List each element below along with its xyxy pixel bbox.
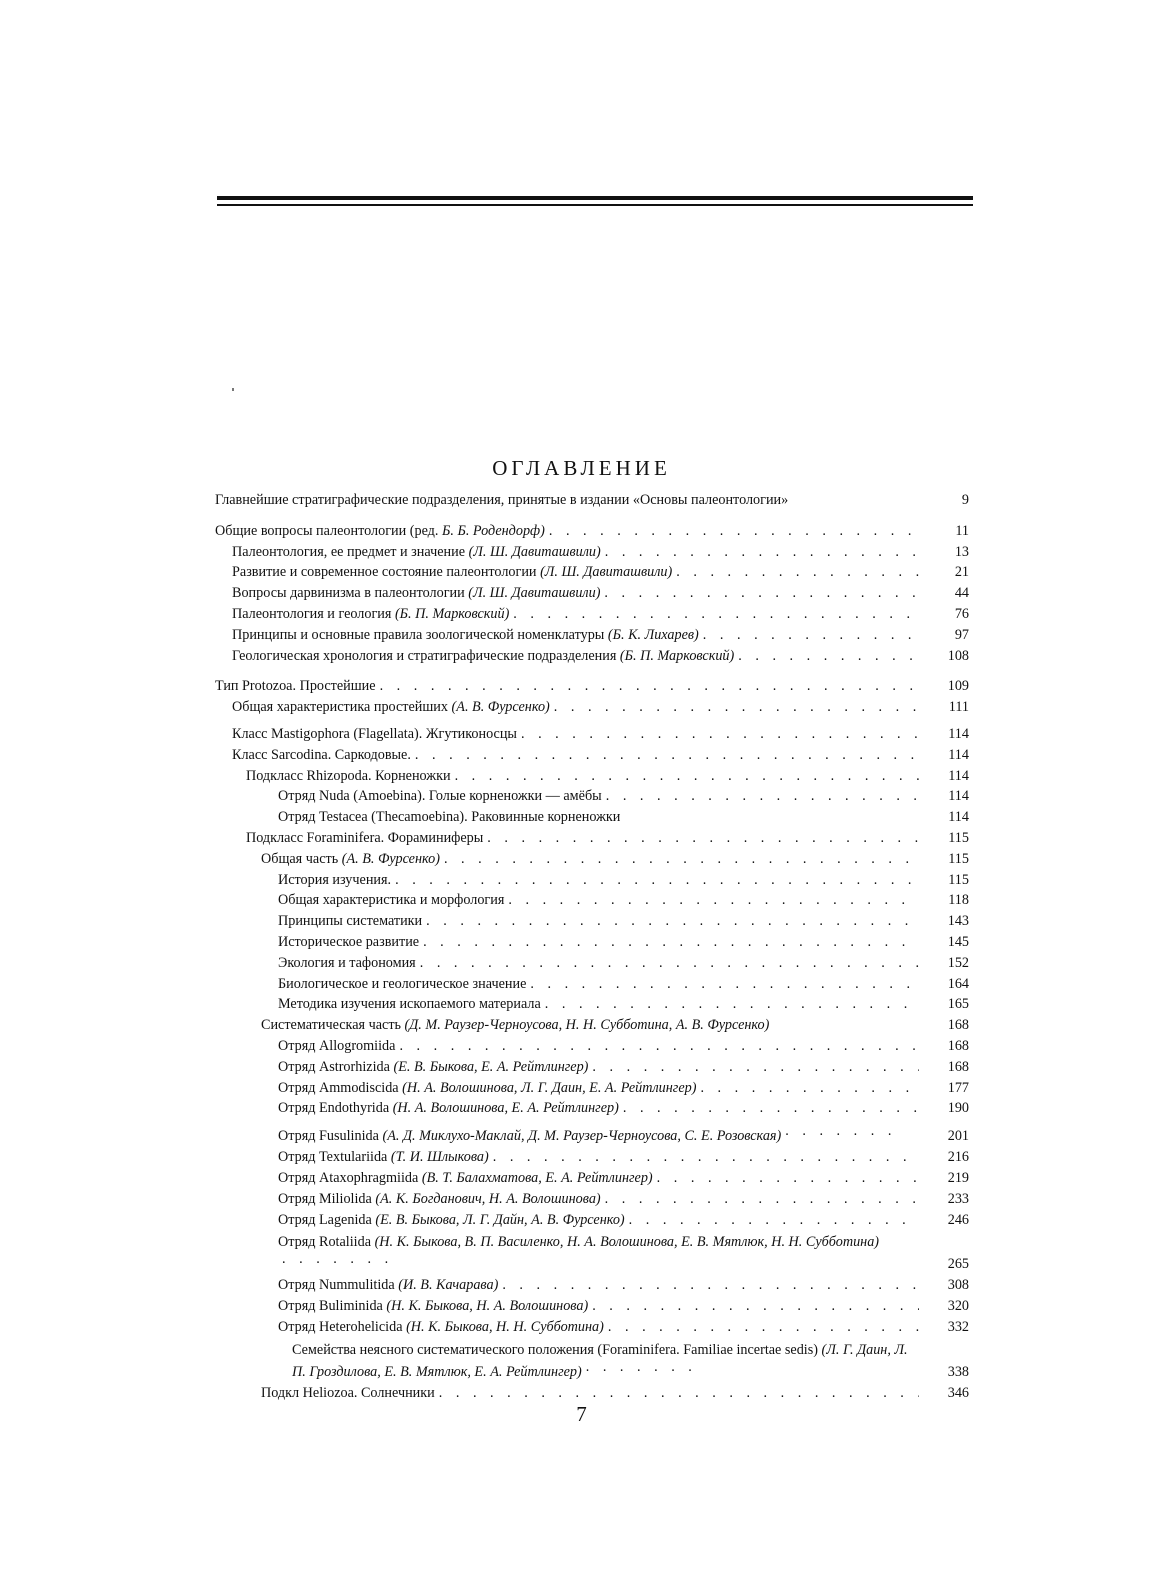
toc-entry — [215, 1342, 975, 1381]
leader-dots — [604, 583, 919, 604]
toc-entry-line — [278, 932, 923, 953]
toc-entry-title: Систематическая часть — [261, 1017, 401, 1034]
leader-dots — [521, 724, 919, 745]
toc-entry — [215, 994, 975, 1015]
toc-entry-author: (Б. П. Марковский) — [619, 647, 735, 664]
toc-entry-text — [232, 646, 734, 667]
leader-dots — [608, 1317, 919, 1338]
toc-entry-title: Тип Protozoa. Простейшие — [215, 678, 376, 695]
leader-dots — [415, 745, 919, 766]
leader-dots — [395, 870, 919, 891]
toc-entry-title: Отряд Heterohelicida — [278, 1318, 403, 1335]
toc-page-number: 233 — [947, 1190, 969, 1207]
toc-entry-title: Биологическое и геологическое значение — [278, 975, 527, 992]
toc-entry-author: (Л. Ш. Давиташвили) — [468, 585, 601, 602]
toc-page-number: 201 — [947, 1128, 969, 1145]
toc-entry-line — [278, 786, 923, 807]
toc-entry-line — [232, 697, 923, 718]
toc-entry-text — [278, 870, 391, 891]
toc-entry — [215, 1189, 975, 1210]
toc-entry-text — [278, 1234, 879, 1250]
toc-entry — [215, 870, 975, 891]
leader-dots — [605, 542, 919, 563]
toc-page-number: 145 — [947, 933, 969, 950]
top-rule-thin — [217, 204, 973, 206]
leader-dots — [554, 697, 919, 718]
toc-entry-text — [278, 1128, 781, 1144]
toc-page-number: 109 — [947, 678, 969, 695]
toc-entry — [215, 1317, 975, 1338]
toc-entry-line — [292, 1342, 923, 1381]
toc-page-number: 115 — [948, 871, 969, 888]
toc-entry-line — [232, 724, 923, 745]
leader-dots — [455, 766, 919, 787]
leader-dots — [282, 1251, 402, 1268]
toc-entry-title: Подкласс Foraminifera. Фораминиферы — [246, 829, 484, 846]
toc-entry-author: (Л. Ш. Давиташвили) — [468, 543, 601, 560]
toc-entry — [215, 974, 975, 995]
toc-entry-text — [215, 676, 376, 697]
toc-entry-line — [278, 1168, 923, 1189]
toc-entry-text — [261, 1383, 435, 1404]
toc-entry-line — [278, 1098, 923, 1119]
toc-entry — [215, 1383, 975, 1404]
toc-entry-title: Общая часть — [261, 850, 339, 867]
toc-entry — [215, 786, 975, 807]
toc-entry-text — [278, 911, 422, 932]
toc-entry-text — [215, 490, 788, 511]
leader-dots — [549, 521, 919, 542]
toc-entry-line — [232, 542, 923, 563]
toc-page-number: 308 — [947, 1277, 969, 1294]
toc-entry-title: Принципы и основные правила зоологической номенклатуры — [232, 626, 605, 643]
toc-entry — [215, 542, 975, 563]
toc-entry-author: (Л. Г. Даин, Л. П. Гроздилова, Е. В. Мятлюк, Е. А. Рейтлингер) — [292, 1341, 908, 1380]
toc-entry-author: Б. Б. Родендорф) — [442, 522, 545, 539]
toc-entry-line — [278, 1189, 923, 1210]
leader-dots — [657, 1168, 919, 1189]
toc-page-number: 177 — [947, 1079, 969, 1096]
toc-page-number: 11 — [955, 522, 969, 539]
toc-page-number: 219 — [947, 1169, 969, 1186]
toc-entry-line — [278, 911, 923, 932]
toc-entry-line — [278, 807, 923, 828]
toc-entry-title: Историческое развитие — [278, 933, 420, 950]
toc-entry-author: (И. В. Качарава) — [398, 1277, 499, 1294]
toc-entry — [215, 1015, 975, 1036]
toc-entry-title: Вопросы дарвинизма в палеонтологии — [232, 585, 465, 602]
toc-entry-title: Общие вопросы палеонтологии (ред. — [215, 522, 439, 539]
toc-entry-title: Палеонтология и геология — [232, 605, 392, 622]
leader-dots — [502, 1275, 919, 1296]
toc-entry-title: Класс Sarcodina. Саркодовые. — [232, 746, 411, 763]
toc-entry-author: (А. В. Фурсенко) — [341, 850, 440, 867]
toc-entry-line — [278, 1147, 923, 1168]
toc-entry — [215, 1078, 975, 1099]
toc-page-number: 168 — [947, 1058, 969, 1075]
toc-entry-title: Отряд Textulariida — [278, 1149, 388, 1166]
toc-entry-text — [232, 745, 411, 766]
leader-dots — [399, 1036, 919, 1057]
toc-entry-text — [278, 1296, 588, 1317]
leader-dots — [676, 562, 919, 583]
toc-entry-line — [278, 870, 923, 891]
toc-entry-line — [261, 1015, 923, 1036]
toc-entry — [215, 646, 975, 667]
toc-entry-line — [278, 953, 923, 974]
toc-entry-line — [278, 1275, 923, 1296]
toc-entry — [215, 1210, 975, 1231]
toc-page-number: 13 — [954, 543, 969, 560]
leader-dots — [592, 1296, 919, 1317]
leader-dots — [545, 994, 919, 1015]
toc-page-number: 346 — [947, 1384, 969, 1401]
toc-page-number: 76 — [954, 605, 969, 622]
toc-page-number: 114 — [948, 746, 969, 763]
toc-entry-text — [278, 1057, 588, 1078]
toc-entry-text — [278, 807, 620, 828]
toc-entry — [215, 521, 975, 542]
toc-page-number: 114 — [948, 788, 969, 805]
toc-entry — [215, 766, 975, 787]
toc-entry — [215, 1057, 975, 1078]
leader-dots — [444, 849, 919, 870]
toc-entry-text — [261, 1015, 769, 1036]
toc-page-number: 115 — [948, 829, 969, 846]
toc-entry — [215, 1168, 975, 1189]
toc-page-number: 118 — [948, 892, 969, 909]
toc-entry-text — [261, 849, 440, 870]
toc-entry-line — [215, 490, 923, 511]
toc-entry-author: (Н. А. Волошинова, Л. Г. Даин, Е. А. Рейтлингер) — [402, 1079, 697, 1096]
toc-page-number: 114 — [948, 767, 969, 784]
toc-entry-line — [232, 745, 923, 766]
toc-page-number: 97 — [954, 626, 969, 643]
toc-entry-text — [278, 1189, 601, 1210]
leader-dots — [423, 932, 919, 953]
leader-dots — [586, 1359, 706, 1376]
toc-entry-title: Отряд Testacea (Thecamoebina). Раковинные корненожки — [278, 809, 621, 826]
toc-entry-author: (Н. К. Быкова, В. П. Василенко, Н. А. Волошинова, Е. В. Мятлюк, Н. Н. Субботина) — [374, 1234, 880, 1251]
toc-entry-text — [278, 932, 419, 953]
leader-dots — [530, 974, 919, 995]
toc-entry-text — [232, 604, 509, 625]
toc-entry — [215, 1098, 975, 1119]
leader-dots — [785, 1123, 905, 1140]
toc-entry-title: Подкл Heliozoa. Солнечники — [261, 1384, 435, 1401]
toc-entry-text — [232, 583, 600, 604]
toc-entry-author: (Л. Ш. Давиташвили) — [540, 564, 673, 581]
toc-page-number: 108 — [947, 647, 969, 664]
toc-entry-text — [278, 1147, 489, 1168]
toc-entry-author: (Н. К. Быкова, Н. Н. Субботина) — [406, 1318, 604, 1335]
toc-page-number: 164 — [947, 975, 969, 992]
toc-entry — [215, 562, 975, 583]
toc-entry-text — [278, 1036, 395, 1057]
toc-entry-title: Отряд Buliminida — [278, 1298, 383, 1315]
toc-page-number: 115 — [948, 850, 969, 867]
toc-entry-title: Отряд Lagenida — [278, 1211, 372, 1228]
toc-entry-author: (В. Т. Балахматова, Е. А. Рейтлингер) — [421, 1169, 653, 1186]
toc-entry — [215, 724, 975, 745]
toc-entry-text — [278, 994, 541, 1015]
leader-dots — [605, 1189, 919, 1210]
toc-entry-text — [246, 828, 483, 849]
leader-dots — [606, 786, 919, 807]
toc-entry-line — [232, 625, 923, 646]
toc-entry-title: Семейства неясного систематического положения (Foraminifera. Familiae incertae sedis) — [292, 1341, 818, 1358]
toc-entry-title: Методика изучения ископаемого материала — [278, 996, 541, 1013]
toc-entry-title: Отряд Allogromiida — [278, 1037, 396, 1054]
toc-entry — [215, 849, 975, 870]
toc-entry-title: Принципы систематики — [278, 913, 423, 930]
toc-entry-line — [261, 1383, 923, 1404]
toc-entry-author: (А. К. Богданович, Н. А. Волошинова) — [375, 1190, 601, 1207]
toc-entry — [215, 911, 975, 932]
toc-entry-title: Общая характеристика и морфология — [278, 892, 505, 909]
toc-entry — [215, 890, 975, 911]
toc-page-number: 165 — [947, 996, 969, 1013]
toc-entry-text — [278, 1078, 696, 1099]
toc-page-number: 190 — [947, 1100, 969, 1117]
toc-entry-title: Геологическая хронология и стратиграфические подразделения — [232, 647, 617, 664]
toc-page-number: 143 — [947, 913, 969, 930]
toc-entry-text — [278, 890, 504, 911]
leader-dots — [738, 646, 919, 667]
toc-entry — [215, 604, 975, 625]
toc-entry-title: История изучения. — [278, 871, 392, 888]
toc-entry — [215, 490, 975, 511]
toc-page-number: 246 — [947, 1211, 969, 1228]
toc-entry-text — [215, 521, 545, 542]
toc-entry — [215, 745, 975, 766]
toc-page-number: 114 — [948, 809, 969, 826]
toc-entry-line — [278, 1210, 923, 1231]
toc-entry-author: (Т. И. Шлыкова) — [390, 1149, 489, 1166]
toc-entry-text — [278, 1098, 619, 1119]
toc-entry — [215, 697, 975, 718]
toc-entry — [215, 807, 975, 828]
top-rule-thick — [217, 196, 973, 200]
leader-dots — [513, 604, 919, 625]
leader-dots — [487, 828, 919, 849]
toc-entry-line — [278, 890, 923, 911]
toc-entry — [215, 828, 975, 849]
leader-dots — [623, 1098, 919, 1119]
toc-entry-line — [232, 646, 923, 667]
toc-entry-line — [278, 1296, 923, 1317]
toc-entry-text — [232, 697, 550, 718]
toc-entry-text — [246, 766, 451, 787]
toc-entry-title: Подкласс Rhizopoda. Корненожки — [246, 767, 451, 784]
toc-entry — [215, 1036, 975, 1057]
toc-entry-title: Палеонтология, ее предмет и значение — [232, 543, 466, 560]
toc-entry-author: (Н. К. Быкова, Н. А. Волошинова) — [386, 1298, 589, 1315]
leader-dots — [493, 1147, 919, 1168]
toc-entry — [215, 583, 975, 604]
toc-entry-text — [278, 1275, 498, 1296]
scan-speck — [232, 388, 234, 391]
toc-page-number: 44 — [954, 585, 969, 602]
toc-entry-title: Развитие и современное состояние палеонтологии — [232, 564, 537, 581]
toc-entry-title: Отряд Nuda (Amoebina). Голые корненожки — амёбы — [278, 788, 602, 805]
toc-entry-text — [278, 1168, 653, 1189]
toc-entry-title: Отряд Endothyrida — [278, 1100, 390, 1117]
toc-entry — [215, 1275, 975, 1296]
toc-entry-line — [232, 562, 923, 583]
toc-entry-title: Главнейшие стратиграфические подразделения, принятые в издании «Основы палеонтологии» — [215, 492, 789, 508]
toc-entry-author: (Б. К. Лихарев) — [607, 626, 699, 643]
toc-entry-text — [278, 953, 416, 974]
toc-page-number: 320 — [947, 1298, 969, 1315]
toc-entry-line — [278, 994, 923, 1015]
leader-dots — [592, 1057, 919, 1078]
leader-dots — [380, 676, 919, 697]
toc-entry — [215, 1123, 975, 1145]
toc-entry-line — [278, 974, 923, 995]
toc-entry-text — [232, 542, 601, 563]
toc-page-number: 9 — [961, 492, 969, 508]
toc-entry-title: Отряд Ataxophragmiida — [278, 1169, 419, 1186]
toc-entry — [215, 1234, 975, 1273]
toc-entry — [215, 1147, 975, 1168]
leader-dots — [629, 1210, 919, 1231]
leader-dots — [420, 953, 919, 974]
toc-page-number: 114 — [948, 725, 969, 742]
toc-entry-line — [278, 1036, 923, 1057]
leader-dots — [508, 890, 919, 911]
toc-entry-line — [215, 521, 923, 542]
toc-entry-text — [278, 1210, 625, 1231]
toc-page-number: 21 — [954, 564, 969, 581]
toc-page-number: 111 — [948, 699, 969, 716]
toc-entry-author: (Н. А. Волошинова, Е. А. Рейтлингер) — [392, 1100, 619, 1117]
toc-entry-title: Класс Mastigophora (Flagellata). Жгутиконосцы — [232, 725, 517, 742]
table-of-contents — [215, 490, 975, 1403]
leader-dots — [426, 911, 919, 932]
toc-entry-text — [232, 625, 699, 646]
toc-page-number: 265 — [947, 1256, 969, 1273]
toc-entry-line — [278, 1123, 923, 1145]
toc-entry — [215, 625, 975, 646]
toc-entry-text — [232, 724, 517, 745]
toc-entry-author: (Е. В. Быкова, Л. Г. Дайн, А. В. Фурсенко) — [375, 1211, 625, 1228]
toc-entry-title: Отряд Astrorhizida — [278, 1058, 390, 1075]
toc-entry-line — [261, 849, 923, 870]
toc-page-number: 332 — [947, 1318, 969, 1335]
toc-page-number: 168 — [947, 1017, 969, 1034]
toc-entry-title: Экология и тафономия — [278, 954, 416, 971]
toc-entry-line — [278, 1234, 923, 1273]
toc-entry-text — [278, 786, 602, 807]
toc-entry-title: Отряд Rotaliida — [278, 1234, 372, 1251]
toc-entry-text — [232, 562, 672, 583]
toc-entry-line — [278, 1057, 923, 1078]
toc-entry-title: Отряд Nummulitida — [278, 1277, 395, 1294]
toc-entry — [215, 1296, 975, 1317]
toc-entry-line — [246, 828, 923, 849]
page-number: 7 — [576, 1402, 587, 1426]
toc-entry-line — [215, 676, 923, 697]
toc-entry — [215, 676, 975, 697]
toc-page-number: 168 — [947, 1037, 969, 1054]
toc-entry-author: (Е. В. Быкова, Е. А. Рейтлингер) — [393, 1058, 589, 1075]
toc-entry-author: (А. Д. Миклухо-Маклай, Д. М. Раузер-Черноусова, С. Е. Розовская) — [382, 1128, 782, 1145]
toc-entry-line — [278, 1317, 923, 1338]
toc-page-number: 338 — [947, 1363, 969, 1380]
toc-entry-line — [232, 604, 923, 625]
toc-entry-title: Отряд Ammodiscida — [278, 1079, 399, 1096]
page-title: ОГЛАВЛЕНИЕ — [492, 456, 671, 480]
toc-entry — [215, 932, 975, 953]
toc-entry-title: Отряд Miliolida — [278, 1190, 372, 1207]
leader-dots — [439, 1383, 919, 1404]
leader-dots — [700, 1078, 919, 1099]
toc-page-number: 152 — [947, 954, 969, 971]
toc-entry-author: (Б. П. Марковский) — [394, 605, 510, 622]
toc-entry-author: (А. В. Фурсенко) — [451, 699, 550, 716]
toc-entry-text — [278, 974, 526, 995]
toc-entry-title: Общая характеристика простейших — [232, 699, 448, 716]
toc-entry-title: Отряд Fusulinida — [278, 1128, 379, 1145]
toc-entry-line — [246, 766, 923, 787]
toc-entry — [215, 953, 975, 974]
toc-entry-line — [232, 583, 923, 604]
toc-entry-line — [278, 1078, 923, 1099]
toc-page-number: 216 — [947, 1149, 969, 1166]
leader-dots — [703, 625, 919, 646]
toc-entry-text — [278, 1317, 604, 1338]
toc-entry-author: (Д. М. Раузер-Черноусова, Н. Н. Субботина, А. В. Фурсенко) — [404, 1017, 770, 1034]
